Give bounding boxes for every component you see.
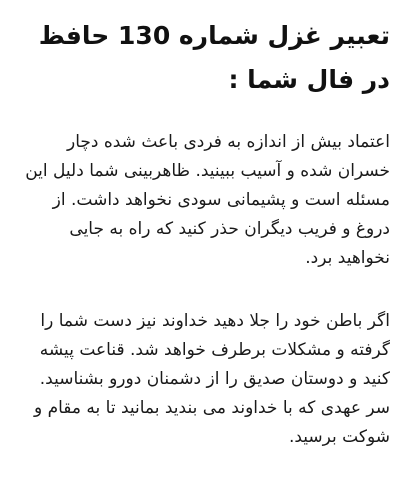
interpretation-paragraph-1: اعتماد بیش از اندازه به فردی باعث شده دچار خسران شده و آسیب ببینید. ظاهربینی شما دلیل این مسئله است و پشیمانی سودی نخواهد داشت. از دروغ و فریب دیگران حذر کنید که راه به جایی نخواهید برد. [25, 132, 390, 268]
interpretation-paragraph-2: اگر باطن خود را جلا دهید خداوند نیز دست شما را گرفته و مشکلات برطرف خواهد شد. قناعت پیشه کنید و دوستان صدیق را از دشمنان دورو بشناسید. سر عهدی که با خداوند می بندید بمانید تا به مقام و شوکت برسید. [33, 311, 390, 447]
page-title: تعبیر غزل شماره 130 حافظ در فال شما : [38, 21, 390, 94]
